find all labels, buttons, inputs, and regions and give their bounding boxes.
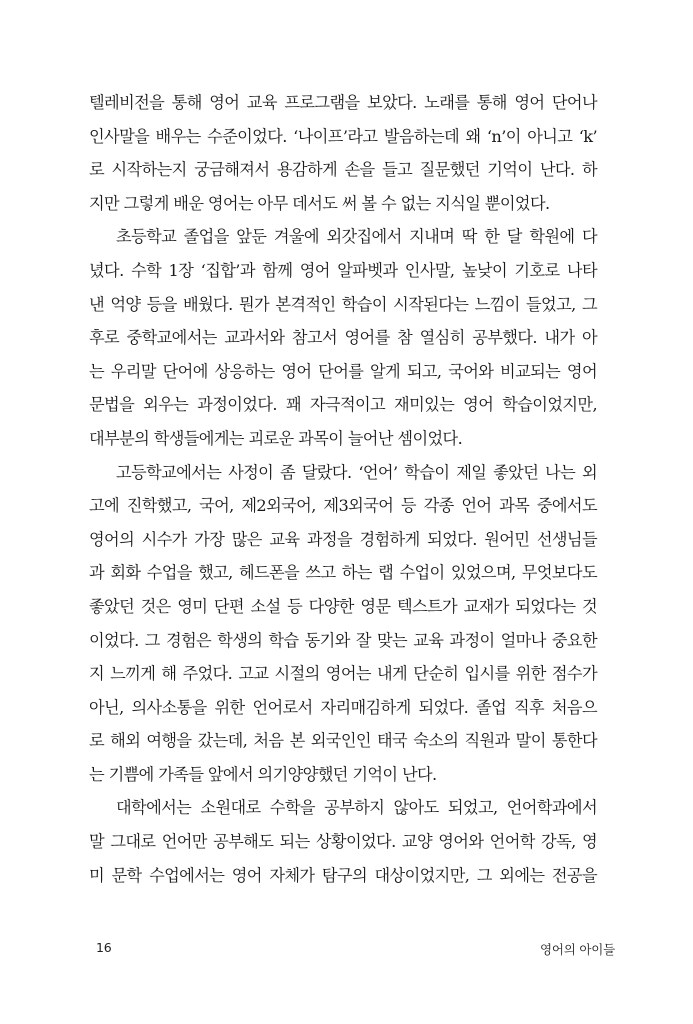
text-line: 영어의 시수가 가장 많은 교육 과정을 경험하게 되었다. 원어민 선생님들 xyxy=(89,529,597,549)
text-line: 녔다. 수학 1장 ‘집합’과 함께 영어 알파벳과 인사말, 높낮이 기호로 나타 xyxy=(89,260,597,280)
text-line: 좋았던 것은 영미 단편 소설 등 다양한 영문 텍스트가 교재가 되었다는 것 xyxy=(89,596,597,616)
text-line: 지만 그렇게 배운 영어는 아무 데서도 써 볼 수 없는 지식일 뿐이었다. xyxy=(89,193,550,213)
text-line: 대부분의 학생들에게는 괴로운 과목이 늘어난 셈이었다. xyxy=(89,428,463,448)
text-line: 고등학교에서는 사정이 좀 달랐다. ‘언어’ 학습이 제일 좋았던 나는 외 xyxy=(116,462,597,482)
text-line: 초등학교 졸업을 앞둔 겨울에 외갓집에서 지내며 딱 한 달 학원에 다 xyxy=(116,227,597,247)
text-line: 텔레비전을 통해 영어 교육 프로그램을 보았다. 노래를 통해 영어 단어나 xyxy=(89,93,597,112)
text-line: 는 기쁨에 가족들 앞에서 의기양양했던 기억이 난다. xyxy=(89,764,437,784)
text-line: 과 회화 수업을 했고, 헤드폰을 쓰고 하는 랩 수업이 있었으며, 무엇보다도 xyxy=(89,563,597,583)
text-line: 말 그대로 언어만 공부해도 되는 상황이었다. 교양 영어와 언어학 강독, 영 xyxy=(89,832,597,852)
text-line: 고에 진학했고, 국어, 제2외국어, 제3외국어 등 각종 언어 과목 중에서도 xyxy=(89,496,597,516)
running-title: 영어의 아이들 xyxy=(540,942,616,957)
text-line: 미 문학 수업에서는 영어 자체가 탐구의 대상이었지만, 그 외에는 전공을 xyxy=(89,865,597,885)
text-line: 는 우리말 단어에 상응하는 영어 단어를 알게 되고, 국어와 비교되는 영어 xyxy=(89,361,597,381)
text-line: 후로 중학교에서는 교과서와 참고서 영어를 참 열심히 공부했다. 내가 아 xyxy=(89,328,597,348)
text-line: 인사말을 배우는 수준이었다. ‘나이프’라고 발음하는데 왜 ‘n’이 아니고 ‘k’ xyxy=(89,126,597,146)
text-line: 지 느끼게 해 주었다. 고교 시절의 영어는 내게 단순히 입시를 위한 점수가 xyxy=(89,664,597,684)
text-line: 낸 억양 등을 배웠다. 뭔가 본격적인 학습이 시작된다는 느낌이 들었고, 그 xyxy=(89,294,597,314)
text-line: 로 해외 여행을 갔는데, 처음 본 외국인인 태국 숙소의 직원과 말이 통한다 xyxy=(89,731,597,751)
page-number: 16 xyxy=(96,940,112,955)
text-line: 문법을 외우는 과정이었다. 꽤 자극적이고 재미있는 영어 학습이었지만, xyxy=(89,395,597,415)
text-line: 이었다. 그 경험은 학생의 학습 동기와 잘 맞는 교육 과정이 얼마나 중요한 xyxy=(89,630,597,650)
text-line: 아닌, 의사소통을 위한 언어로서 자리매김하게 되었다. 졸업 직후 처음으 xyxy=(89,697,597,717)
text-line: 대학에서는 소원대로 수학을 공부하지 않아도 되었고, 언어학과에서 xyxy=(116,798,597,818)
body-text xyxy=(89,86,597,892)
text-line: 로 시작하는지 궁금해져서 용감하게 손을 들고 질문했던 기억이 난다. 하 xyxy=(89,160,597,180)
